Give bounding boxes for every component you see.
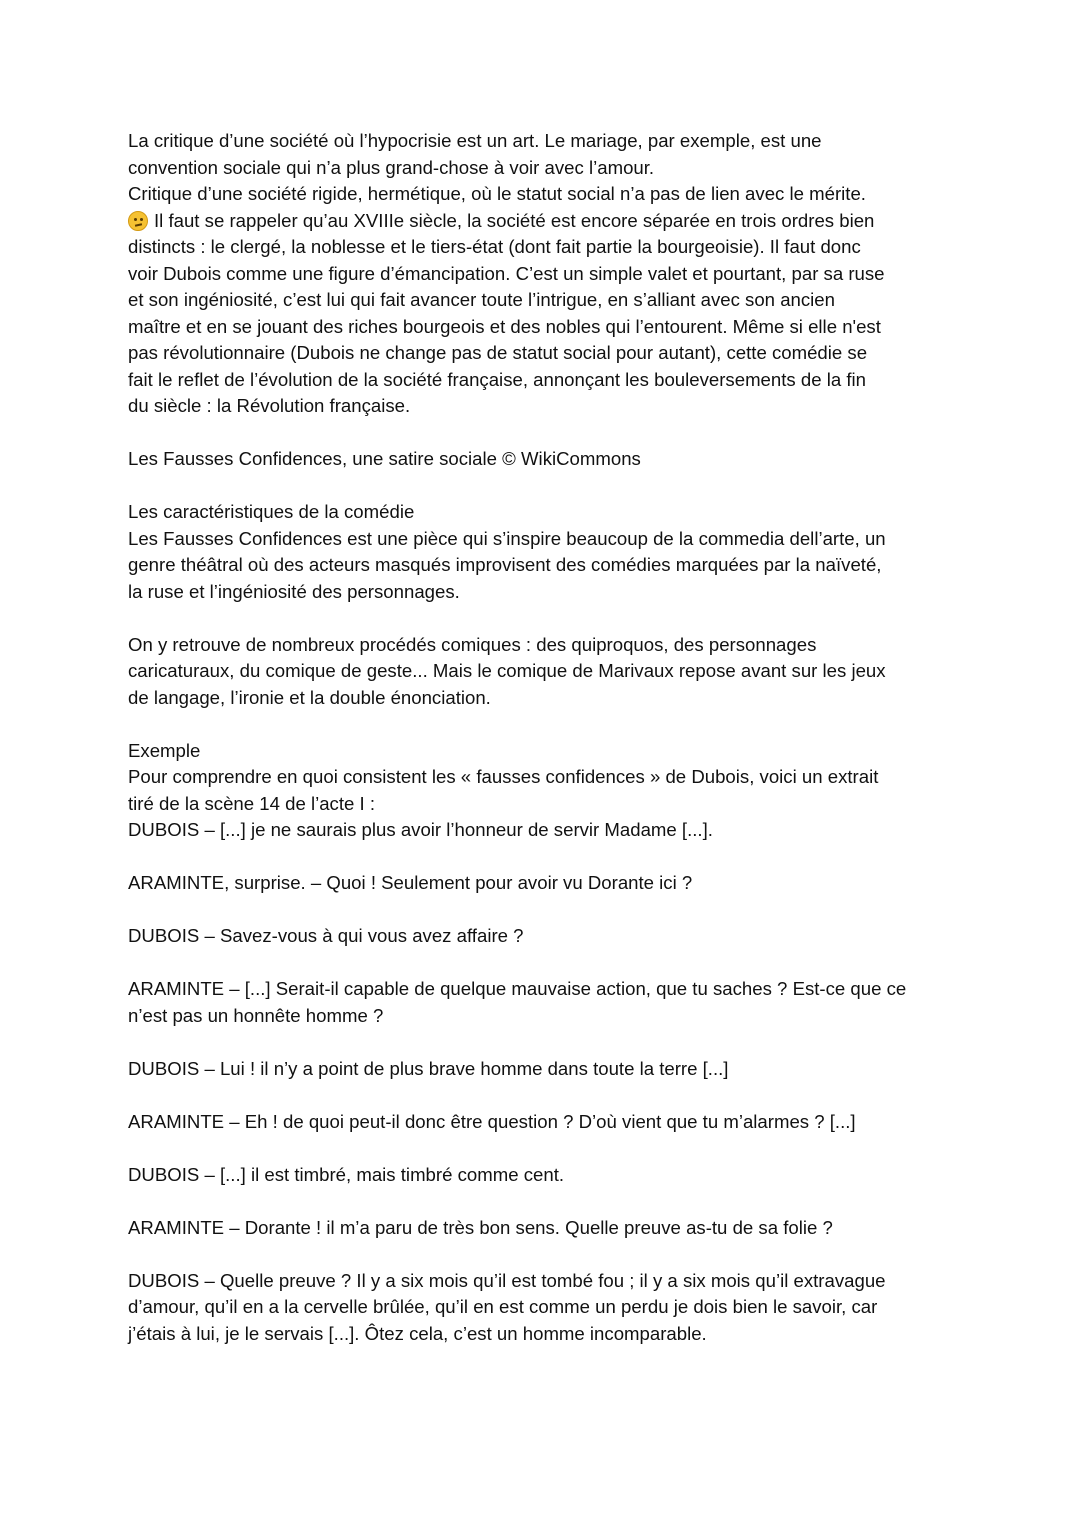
thinking-face-icon [128,211,148,231]
dialogue-line: d’amour, qu’il en a la cervelle brûlée, qu’il en est comme un perdu je dois bien le savoir, car [128,1296,878,1317]
dialogue-line: ARAMINTE – Eh ! de quoi peut-il donc être question ? D’où vient que tu m’alarmes ? [...] [128,1110,856,1132]
text-line: Critique d’une société rigide, hermétique, où le statut social n’a pas de lien avec le mérite. [128,183,866,204]
dialogue-line: DUBOIS – Lui ! il n’y a point de plus brave homme dans toute la terre [...] [128,1057,729,1079]
spacer [128,473,948,500]
text-line: du siècle : la Révolution française. [128,395,411,416]
text-line: tiré de la scène 14 de l’acte I : [128,792,376,814]
dialogue-line: ARAMINTE – Dorante ! il m’a paru de très bon sens. Quelle preuve as-tu de sa folie ? [128,1216,833,1238]
text-line: pas révolutionnaire (Dubois ne change pas de statut social pour autant), cette comédie se [128,342,868,363]
spacer [128,605,948,632]
spacer [128,420,948,447]
text-line: caricaturaux, du comique de geste... Mais le comique de Marivaux repose avant sur les jeux [128,660,886,681]
dialogue-line: DUBOIS – Savez-vous à qui vous avez affaire ? [128,925,524,946]
text-line: La critique d’une société où l’hypocrisie est un art. Le mariage, par exemple, est une [128,130,822,151]
spacer [128,897,948,924]
spacer [128,1082,948,1109]
dialogue-line: DUBOIS – Quelle preuve ? Il y a six mois qu’il est tombé fou ; il y a six mois qu’il extravague [128,1269,886,1291]
text-line: Les Fausses Confidences est une pièce qui s’inspire beaucoup de la commedia dell’arte, un [128,527,886,549]
text-line-with-emoji [128,208,948,235]
dialogue-line: DUBOIS – [...] je ne saurais plus avoir l’honneur de servir Madame [...]. [128,819,713,840]
text-line: On y retrouve de nombreux procédés comiques : des quiproquos, des personnages [128,633,817,655]
spacer [128,1029,948,1056]
dialogue-line: j’étais à lui, je le servais [...]. Ôtez cela, c’est un homme incomparable. [128,1322,707,1344]
text-line: et son ingéniosité, c’est lui qui fait avancer toute l’intrigue, en s’alliant avec son ancien [128,289,835,310]
text-line: de langage, l’ironie et la double énonciation. [128,686,491,708]
text-line: fait le reflet de l’évolution de la société française, annonçant les bouleversements de la fin [128,368,866,390]
text-line: Il faut se rappeler qu’au XVIIIe siècle, la société est encore séparée en trois ordres bien [154,209,875,231]
spacer [128,1241,948,1268]
section-title: Les caractéristiques de la comédie [128,501,415,522]
text-line: convention sociale qui n’a plus grand-chose à voir avec l’amour. [128,156,655,178]
text-line: genre théâtral où des acteurs masqués improvisent des comédies marquées par la naïveté, [128,554,882,575]
text-line: distincts : le clergé, la noblesse et le tiers-état (dont fait partie la bourgeoisie). Il faut donc [128,236,861,257]
dialogue-line: ARAMINTE, surprise. – Quoi ! Seulement pour avoir vu Dorante ici ? [128,872,693,893]
text-line: la ruse et l’ingéniosité des personnages. [128,580,460,602]
spacer [128,711,948,738]
spacer [128,1188,948,1215]
example-title: Exemple [128,739,201,761]
document-body [128,128,948,1347]
spacer [128,1135,948,1162]
text-line: voir Dubois comme une figure d’émancipation. C’est un simple valet et pourtant, par sa ruse [128,262,885,284]
text-line: maître et en se jouant des riches bourgeois et des nobles qui l’entourent. Même si elle n'est [128,315,881,337]
image-caption: Les Fausses Confidences, une satire sociale © WikiCommons [128,448,641,469]
text-line: Pour comprendre en quoi consistent les « fausses confidences » de Dubois, voici un extrait [128,766,879,787]
dialogue-line: n’est pas un honnête homme ? [128,1004,384,1026]
dialogue-line: DUBOIS – [...] il est timbré, mais timbré comme cent. [128,1163,565,1185]
spacer [128,950,948,977]
dialogue-line: ARAMINTE – [...] Serait-il capable de quelque mauvaise action, que tu saches ? Est-ce que ce [128,978,907,999]
spacer [128,844,948,871]
